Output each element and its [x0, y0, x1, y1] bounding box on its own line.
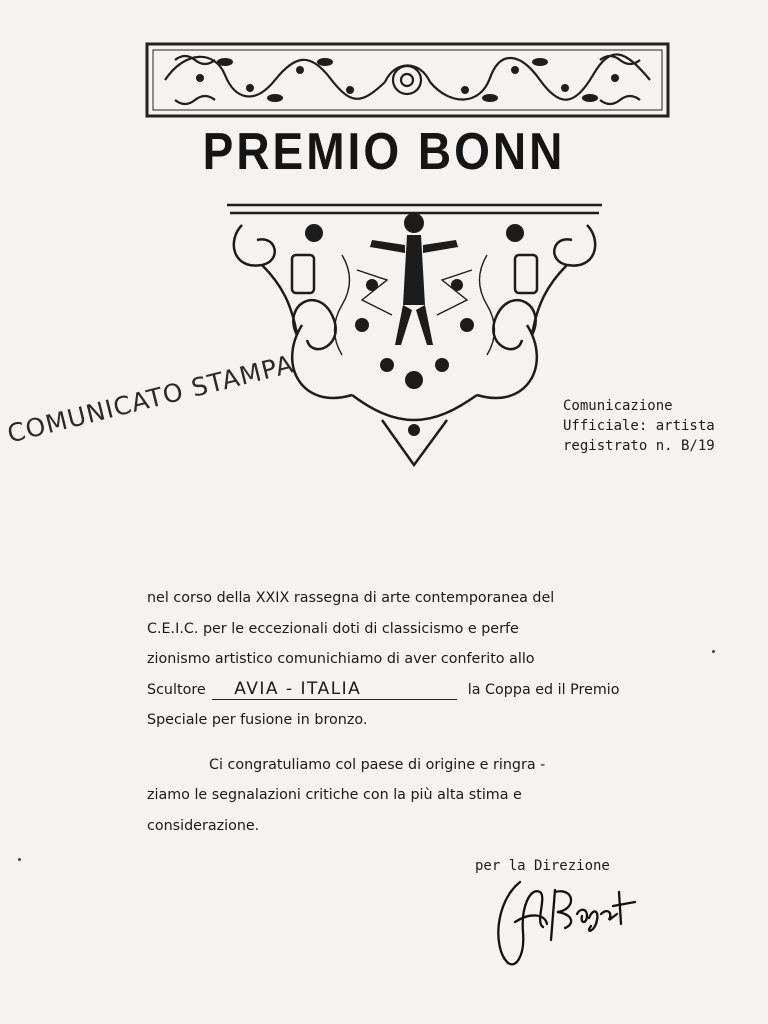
official-note-line: registrato n. B/19: [563, 438, 715, 454]
body-line: considerazione.: [147, 817, 260, 834]
letter-body: [147, 583, 707, 841]
signoff: per la Direzione: [475, 858, 610, 874]
speck: [712, 650, 715, 653]
ornamental-emblem-illustration: [222, 195, 607, 470]
official-note-line: Comunicazione: [563, 398, 673, 414]
sculptor-suffix: la Coppa ed il Premio: [467, 681, 620, 698]
body-line: Speciale per fusione in bronzo.: [147, 712, 368, 728]
handwritten-signature: [485, 862, 655, 972]
sculptor-prefix: Scultore: [147, 681, 206, 698]
official-communication-note: [563, 396, 715, 456]
speck: [18, 858, 21, 861]
body-line: ziamo le segnalazioni critiche con la più alta stima e: [147, 787, 522, 803]
body-line: nel corso della XXIX rassegna di arte contemporanea del: [147, 590, 555, 606]
body-line: zionismo artistico comunichiamo di aver conferito allo: [147, 651, 535, 667]
sculptor-line: [147, 675, 707, 706]
body-line: Ci congratuliamo col paese di origine e ringra -: [209, 756, 546, 773]
ornamental-border-illustration: [145, 40, 670, 120]
artist-name: AVIA - ITALIA: [212, 679, 457, 700]
page-title: PREMIO BONN: [202, 121, 566, 181]
official-note-line: Ufficiale: artista: [563, 418, 715, 434]
press-release-stamp: COMUNICATO STAMPA: [4, 349, 297, 449]
body-line: C.E.I.C. per le eccezionali doti di classicismo e perfe: [147, 620, 519, 637]
